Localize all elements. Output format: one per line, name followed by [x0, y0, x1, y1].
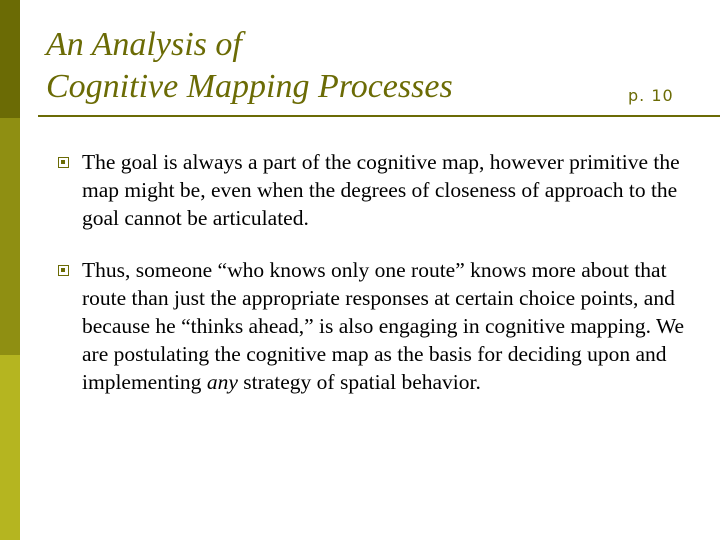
bullet-item-1: [52, 148, 692, 232]
left-band-light: [0, 355, 20, 540]
bullet-item-2: [52, 256, 692, 396]
bullet-text-1: The goal is always a part of the cognitive map, however primitive the map might be, even when the degrees of closeness of approach to the goal cannot be articulated.: [82, 150, 680, 230]
bullet-text-2-end: strategy of spatial behavior.: [237, 370, 481, 394]
left-band-dark: [0, 0, 20, 118]
bullet-list: [52, 148, 692, 420]
title-line-2: Cognitive Mapping Processes: [46, 68, 453, 105]
square-bullet-icon: [58, 265, 69, 276]
slide-title: [46, 24, 606, 108]
bullet-text-2: [82, 258, 684, 394]
left-band-medium: [0, 118, 20, 355]
bullet-text-2-emphasis: any: [206, 370, 238, 394]
bullet-text-2-start: Thus, someone “who knows only one route” knows more about that route than just the appropriate responses at certain choice points, and because he “thinks ahead,” is also engaging in cognitive mapping. We are postulating the cognitive map as the basis for deciding upon and implementing: [82, 258, 685, 394]
title-divider: [38, 115, 720, 117]
page-number: p. 10: [628, 86, 674, 105]
square-bullet-icon: [58, 157, 69, 168]
title-line-1: An Analysis of: [46, 26, 242, 63]
